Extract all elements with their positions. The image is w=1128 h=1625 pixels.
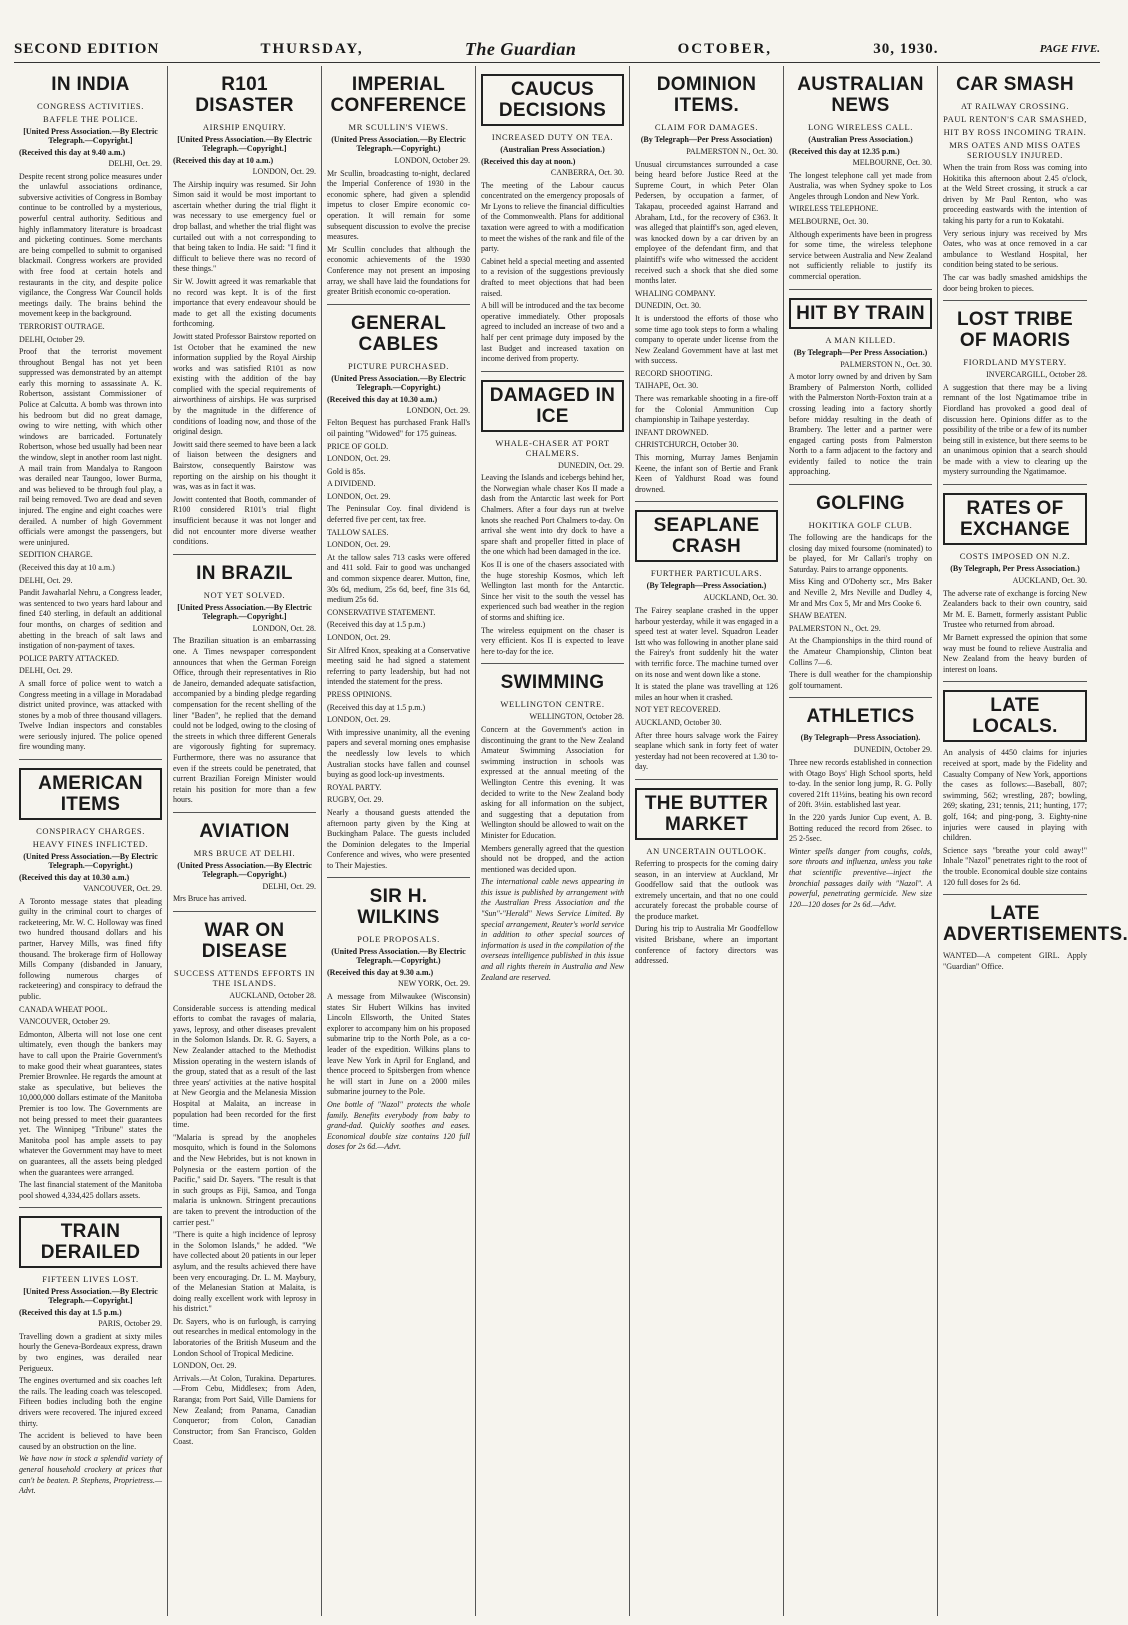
article-paragraph: After three hours salvage work the Fairey seaplane which sank in forty feet of water yesterday had not been recovered at 1.30 to-day. [635, 730, 778, 772]
article-headline: AUSTRALIAN NEWS [797, 74, 924, 116]
article-paragraph: (Received this day at 10 a.m.) [19, 562, 115, 572]
article-divider [635, 779, 778, 780]
article-paragraph: SEDITION CHARGE. [19, 550, 93, 560]
article-headline: DAMAGED IN ICE [481, 380, 624, 432]
article-paragraph: DELHI, Oct. 29. [19, 575, 73, 585]
article-subhead: PICTURE PURCHASED. [347, 360, 449, 371]
article-subhead: MR SCULLIN'S VIEWS. [348, 122, 449, 132]
article-paragraph: "Malaria is spread by the anopheles mosquito, which is found in the Solomons and the New Hebrides, but is not known in Polynesia or the eastern portion of the Pacific," said Dr. Sayers. "The result is that in such groups as Fiji, Samoa, and Tonga malaria is unknown. Stringent precautions are taken to prevent the introduction of the carrier pest." [173, 1132, 316, 1227]
article-paragraph: The wireless equipment on the chaser is very efficient. Kos II is expected to leave here to-day for the ice. [481, 625, 624, 656]
article-subhead: CONGRESS ACTIVITIES. [37, 101, 144, 111]
article-paragraph: Three new records established in connection with Otago Boys' High School sports, held to-day. In the senior long jump, R. G. Polly covered 21ft 11½ins, beating his own record of 20ft. 3½in. established last year. [789, 757, 932, 810]
article-subhead: FIORDLAND MYSTERY. [963, 357, 1067, 368]
news-article [789, 74, 932, 283]
news-column [168, 66, 322, 1616]
wire-credit: (By Telegraph—Press Association). [800, 733, 921, 743]
wire-credit: (Australian Press Association.) [808, 135, 913, 144]
article-headline: SIR H. WILKINS [357, 886, 440, 929]
article-divider [789, 697, 932, 698]
article-paragraph: Arrivals.—At Colon, Turakina. Departures.—From Cebu, Middlesex; from Aden, Raranga; from Port Said, Ville Damiens for New Zealand; from Panama, Canadian Conqueror; from Colon, Canadian Constructor; from San Francisco, Golden Coast. [173, 1373, 316, 1447]
article-subhead: LONG WIRELESS CALL. [808, 122, 913, 132]
wire-credit: [United Press Association.—By Electric Telegraph.—Copyright.] [177, 135, 312, 153]
article-headline: THE BUTTER MARKET [635, 788, 778, 840]
article-headline: RATES OF EXCHANGE [943, 493, 1087, 545]
wire-credit: (By Telegraph—Per Press Association.) [793, 347, 928, 357]
article-headline: GENERAL CABLES [351, 312, 446, 355]
article-divider [481, 663, 624, 664]
wire-credit: (United Press Association.—By Electric Telegraph.—Copyright.) [331, 135, 466, 153]
article-paragraph: LONDON, Oct. 29. [327, 540, 391, 550]
article-headline: LOST TRIBE OF MAORIS [957, 309, 1073, 352]
dateline: MELBOURNE, Oct. 30. [852, 158, 932, 167]
article-paragraph: A small force of police went to watch a Congress meeting in a village in Moradabad district united province, was attacked with stones by a mob of three thousand villagers. Twelve Indian inspectors and constables were seriously injured. The police opened fire wounding many. [19, 678, 162, 752]
article-paragraph: Members generally agreed that the question should not be dropped, and the action mentioned was decided upon. [481, 843, 624, 874]
article-paragraph: AUCKLAND, October 30. [635, 717, 722, 727]
received-time: (Received this day at 10 a.m.) [173, 156, 274, 165]
article-paragraph: TALLOW SALES. [327, 527, 389, 537]
article-subhead: COSTS IMPOSED ON N.Z. [959, 551, 1071, 562]
article-paragraph: Mr Scullin concludes that although the economic achievements of the 1930 Conference may not present an imposing array, we shall have laid the foundations for greater British economic co-operation. [327, 244, 470, 297]
article-paragraph: A suggestion that there may be a living remnant of the lost Ngatimamoe tribe in Fiordland has provoked a good deal of discussion here. Opinions differ as to the possibility of the tribe or a few of its number being still in existence, but there seems to be an unanimous opinion that a search should be made with a view to clearing up the mystery surrounding the Ngatimamoe. [943, 382, 1087, 477]
news-article [481, 74, 624, 365]
news-article [789, 484, 932, 691]
article-paragraph: WIRELESS TELEPHONE. [789, 204, 879, 214]
article-subhead: PAUL RENTON'S CAR SMASHED, [943, 114, 1087, 124]
article-divider [481, 371, 624, 372]
news-article [635, 501, 778, 773]
article-paragraph: Jowitt contented that Booth, commander of R100 considered R101's trial flight insufficient because it was not longer and did not encounter more diverse weather conditions. [173, 494, 316, 547]
article-paragraph: Edmonton, Alberta will not lose one cent ultimately, even though the bankers may have to call upon the Prairie Government's to make good their wheat guarantees, states Premier Brownlee. He regards the amount at stake as speculative, but believes the 10,000,000 dollars estimate of the Manitoba Premier is too low. The Governments are not being pressed to meet their guarantees yet. The Winnipeg "Tribune" states the Manitoba pool has ample assets to pay whatever the Government may have to meet on guarantees, all the assets being pledged when the guarantees were arranged. [19, 1029, 162, 1177]
article-paragraph: MELBOURNE, Oct. 30. [789, 216, 869, 226]
article-paragraph: DUNEDIN, Oct. 30. [635, 301, 701, 311]
article-divider [19, 1207, 162, 1208]
article-paragraph: The accident is believed to have been caused by an obstruction on the line. [19, 1431, 162, 1451]
article-subhead: AIRSHIP ENQUIRY. [202, 122, 287, 132]
article-headline: AMERICAN ITEMS [19, 768, 162, 820]
article-paragraph: Science says "breathe your cold away!" Inhale "Nazol" penetrates right to the root of the trouble. Economical double size contains 120 full doses for 2s 6d. [943, 845, 1087, 887]
date-year-label: 30, 1930. [873, 40, 939, 57]
article-divider [173, 812, 316, 813]
received-time: (Received this day at 9.30 a.m.) [327, 968, 434, 978]
advertisement: The international cable news appearing in this issue is published by arrangement with the Australian Press Association and the "Sun"-"Herald" News Service Limited. By special arrangement, Reuter's world service in addition to other special sources of information is used in the compilation of the overseas intelligence published in this issue and all rights therein in Australia and New Zealand are reserved. [481, 877, 624, 982]
article-paragraph: The Fairey seaplane crashed in the upper harbour yesterday, while it was engaged in a speed test at water level. Squadron Leader Istt who was following in another plane said the Fairey's front suddenly hit the water with terrific force. The machine turned over on its nose and went down like a stone. [635, 606, 778, 679]
article-divider [635, 501, 778, 502]
news-article [19, 1207, 162, 1497]
article-paragraph: Although experiments have been in progress for some time, the wireless telephone service between Australia and New Zealand not sufficiently reliable to justify its commercial operation. [789, 229, 932, 281]
article-paragraph: Pandit Jawaharlal Nehru, a Congress leader, was sentenced to two years hard labour and fined £40 sterling, in default an additional four months, on charges of sedition and abetting in the breach of salt laws and instigation of non-payment of taxes. [19, 588, 162, 651]
edition-label: SECOND EDITION [14, 40, 160, 57]
article-divider [943, 300, 1087, 301]
article-paragraph: CANADA WHEAT POOL. [19, 1004, 108, 1014]
month-label: OCTOBER, [677, 40, 773, 57]
news-column [14, 66, 168, 1616]
wire-credit: (By Telegraph—Per Press Association) [640, 135, 773, 144]
article-headline: DOMINION ITEMS. [656, 74, 757, 116]
wire-credit: [United Press Association.—By Electric Telegraph.—Copyright.] [23, 127, 158, 145]
article-paragraph: SHAW BEATEN. [789, 611, 847, 621]
day-label: THURSDAY, [260, 40, 364, 57]
news-article [173, 74, 316, 548]
news-column [322, 66, 476, 1616]
article-paragraph: An analysis of 4450 claims for injuries received at sport, made by the Fidelity and Casualty Company of New York, apportions the cases as follows:—Baseball, 807; swimming, 562; wrestling, 287; bowling, 269; skating, 231; tennis, 211; hunting, 177; golf, 164; and ping-pong, 3. Eighty-nine injuries were caused in playing with children. [943, 748, 1087, 843]
advertisement: Winter spells danger from coughs, colds, sore throats and influenza, unless you take that scientific preventive—inject the bronchial passages daily with "Nazol". A powerful, penetrating germicide. New size 120—120 doses for 2s 6d.—Advt. [789, 846, 932, 909]
article-paragraph: At the Championships in the third round of the Amateur Championship, Clinton beat Collins 7—6. [789, 636, 932, 667]
article-paragraph: The adverse rate of exchange is forcing New Zealanders back to their own country, said Mr M. E. Barnett, formerly assistant Public Trustee who returned from abroad. [943, 588, 1087, 630]
article-headline: GOLFING [816, 493, 905, 515]
article-divider [327, 877, 470, 878]
article-paragraph: A bill will be introduced and the tax become operative immediately. Other proposals agreed to included an increase of two and a half per cent primage duty imposed by the last Budget and increased taxation on income derived from property. [481, 301, 624, 364]
article-paragraph: INFANT DROWNED. [635, 427, 709, 437]
article-paragraph: LONDON, Oct. 29. [327, 633, 391, 642]
article-paragraph: Unusual circumstances surrounded a case being heard before Justice Reed at the Supreme Court, in which Peter Olan Pedersen, by occupation a farmer, of Takapau, proceeded against Harrand and Abraham, Ltd., for the recovery of £363. It was alleged that plaintiff's son, aged eleven, was knocked down by a car driven by an employee of the defendant firm, and that plaintiff's wife who witnessed the accident received such a shock that she died some months later. [635, 159, 778, 286]
article-paragraph: POLICE PARTY ATTACKED. [19, 653, 119, 663]
page-label: PAGE FIVE. [1039, 43, 1100, 55]
article-subhead: POLE PROPOSALS. [357, 934, 440, 945]
article-subhead: HOKITIKA GOLF CLUB. [808, 520, 913, 531]
article-subhead: WELLINGTON CENTRE. [500, 699, 605, 710]
received-time: (Received this day at 1.5 p.m.) [19, 1308, 122, 1318]
news-article [327, 74, 470, 298]
article-paragraph: Very serious injury was received by Mrs Oates, who was at once removed in a car ambulance to Westland Hospital, her condition being stated to be serious. [943, 228, 1087, 270]
article-divider [173, 911, 316, 912]
news-column [938, 66, 1128, 1616]
news-article [789, 697, 932, 910]
article-paragraph: Kos II is one of the chasers associated with the huge storeship Kosmos, which left Wellington last month for the Antarctic. Since her visit to the south the vessel has experienced such bad weather in the region of storms and shifting ice. [481, 560, 624, 622]
article-paragraph: Gold is 85s. [327, 466, 366, 476]
article-subhead: INCREASED DUTY ON TEA. [491, 132, 614, 142]
dateline: INVERCARGILL, October 28. [986, 370, 1087, 380]
article-divider [943, 894, 1087, 895]
article-paragraph: Nearly a thousand guests attended the afternoon party given by the King at Buckingham Palace. The guests included the Dominion delegates to the Imperial Conference and wives, who were presented to Their Majesties. [327, 807, 470, 870]
dateline: PARIS, October 29. [98, 1319, 162, 1329]
news-article [173, 911, 316, 1448]
article-paragraph: Dr. Sayers, who is on furlough, is carrying out researches in medical entomology in the laboratories of the British Museum and the London School of Tropical Medicine. [173, 1316, 316, 1358]
article-subhead: MRS OATES AND MISS OATES SERIOUSLY INJURED. [949, 140, 1081, 160]
article-paragraph: The longest telephone call yet made from Australia, was when Sydney spoke to Los Angeles through London and New York. [789, 170, 932, 201]
article-divider [789, 484, 932, 485]
article-paragraph: Mr Barnett expressed the opinion that some way must be found to relieve Australia and New Zealand from the heavy burden of interest on loans. [943, 633, 1087, 674]
article-subhead: A MAN KILLED. [825, 334, 896, 345]
dateline: CANBERRA, Oct. 30. [550, 168, 624, 177]
article-paragraph: WHALING COMPANY. [635, 288, 716, 298]
article-subhead: CLAIM FOR DAMAGES. [654, 122, 759, 132]
article-subhead: HEAVY FINES INFLICTED. [32, 839, 149, 850]
article-paragraph: At the tallow sales 713 casks were offered and 411 sold. Fair to good was unchanged and common sixpence dearer. Mutton, fine, 30s 6d, medium, 25s 6d, beef, fine 31s 6d, medium 25s 6d. [327, 552, 470, 605]
article-subhead: FURTHER PARTICULARS. [650, 568, 763, 579]
article-paragraph: The Brazilian situation is an embarrassing one. A Times newspaper correspondent announces that when the German Foreign Office, through their representatives in Rio de Janeiro, demanded adequate satisfaction, accompanied by a binding pledge regarding compensation for the recent shelling of the liner "Baden", he replied that the demand could not be lodged, owing to the closing of the streets in which three different Generals are vigorously fighting for supremacy. Furthermore, there was no assurance that even if the streets could be penetrated, that current Brazilian Foreign Minister would retain his position for more than a few hours. [173, 636, 316, 805]
received-time: (Received this day at 10.30 a.m.) [327, 394, 438, 404]
article-paragraph: Cabinet held a special meeting and assented to a revision of the suggestions previously drafted to meet objections that had been raised. [481, 256, 624, 298]
article-headline: SWIMMING [500, 672, 605, 694]
article-subhead: AT RAILWAY CROSSING. [960, 101, 1070, 111]
article-headline: SEAPLANE CRASH [635, 510, 778, 562]
article-headline: IMPERIAL CONFERENCE [330, 74, 467, 116]
wire-credit: (United Press Association.—By Electric Telegraph.—Copyright.) [331, 947, 466, 966]
article-paragraph: Miss King and O'Doherty scr., Mrs Baker and Neville 2, Mrs Neville and Dudley 4, Mr and Mrs Cox 5, Mr and Mrs Cooke 6. [789, 577, 932, 608]
dateline: LONDON, Oct. 29. [252, 167, 316, 176]
wire-credit: (By Telegraph—Press Association.) [646, 581, 767, 591]
news-column [784, 66, 938, 1616]
article-paragraph: Mrs Bruce has arrived. [173, 894, 247, 904]
wire-credit: (United Press Association.—By Electric Telegraph.—Copyright.) [331, 373, 466, 392]
news-column [476, 66, 630, 1616]
article-headline: WAR ON DISEASE [201, 920, 288, 963]
article-paragraph: Considerable success is attending medical efforts to combat the ravages of malaria, yaws, leprosy, and other diseases prevalent in the Solomon Islands. Dr. R. G. Sayers, a New Zealander attached to the Methodist Mission operating in the western islands of the group, stated that as a result of the last three years' activities at the native hospital at New Georgia and the Melanesia Mission Hospital at Malaita, an increase in population had been recorded for the first time. [173, 1003, 316, 1130]
article-subhead: BAFFLE THE POLICE. [43, 114, 138, 124]
article-paragraph: RUGBY, Oct. 29. [327, 795, 384, 805]
article-paragraph: The Peninsular Coy. final dividend is deferred five per cent, tax free. [327, 504, 470, 525]
article-paragraph: Referring to prospects for the coming dairy season, in an interview at Auckland, Mr Goodfellow said that the outlook was extremely uncertain, and that no one could accurately forecast the probable course of the produce market. [635, 858, 778, 921]
article-paragraph: During his trip to Australia Mr Goodfellow visited Brisbane, where an important conference of factory directors was addressed. [635, 924, 778, 966]
dateline: NEW YORK, Oct. 29. [398, 979, 470, 989]
article-paragraph: There is dull weather for the championship golf tournament. [789, 670, 932, 690]
article-paragraph: Sir Alfred Knox, speaking at a Conservative meeting said he had signed a statement referring to party leadership, but had not intended the statement for the press. [327, 645, 470, 687]
news-article [943, 894, 1128, 972]
advertisement: One bottle of "Nazol" protects the whole family. Benefits everybody from baby to grand-dad. Quickly soothes and eases. Economical double size contains 120 full doses for 2s 6d.—Advt. [327, 1100, 470, 1152]
dateline: DUNEDIN, October 29. [853, 745, 932, 755]
news-article [481, 663, 624, 983]
article-paragraph: PRESS OPINIONS. [327, 689, 392, 699]
news-article [173, 812, 316, 905]
dateline: PALMERSTON N., Oct. 30. [686, 147, 778, 156]
dateline: LONDON, October 29. [394, 156, 470, 165]
wire-credit: (United Press Association.—By Electric Telegraph.—Copyright.) [23, 852, 158, 871]
article-paragraph: A message from Milwaukee (Wisconsin) states Sir Hubert Wilkins has invited Lincoln Ellsworth, the United States explorer to accompany him on his proposed submarine trip to the North Pole, as a co-leader of the expedition. Wilkins plans to leave New York in April for England, and thence proceed to Spitsbergen from whence he will start in June on a 2000 miles submarine journey to the Pole. [327, 992, 470, 1097]
article-paragraph: DELHI, October 29. [19, 334, 85, 344]
article-subhead: AN UNCERTAIN OUTLOOK. [646, 845, 767, 856]
article-divider [943, 681, 1087, 682]
article-paragraph: The last financial statement of the Manitoba pool showed 4,334,425 dollars assets. [19, 1180, 162, 1200]
article-divider [19, 759, 162, 760]
news-article [943, 484, 1087, 675]
article-paragraph: A Toronto message states that pleading guilty in the criminal court to charges of racketeering, Mr. W. C. Holloway was fined two hundred thousand dollars and his partner, Harvey Mills, was fined fifty thousand. The brokerage firm of Holloway Mills Company (disbanded in January, following numerous charges of racketeering) and conspiracy to defraud the public. [19, 896, 162, 1001]
article-subhead: MRS BRUCE AT DELHI. [193, 847, 296, 858]
received-time: (Received this day at 10.30 a.m.) [19, 873, 130, 883]
article-paragraph: (Received this day at 1.5 p.m.) [327, 702, 426, 712]
news-article [327, 304, 470, 872]
wire-credit: (By Telegraph, Per Press Association.) [950, 564, 1080, 574]
article-paragraph: With impressive unanimity, all the evening papers and several morning ones emphasise the needlessly low levels to which Australian stocks have fallen and counsel buying as good lock-up investments. [327, 727, 470, 780]
news-article [481, 371, 624, 658]
article-paragraph: The engines overturned and six coaches left the rails. The leading coach was telescoped. Fifteen bodies including both the engine drivers were recovered. The injured exceed thirty. [19, 1376, 162, 1428]
news-column [630, 66, 784, 1616]
article-divider [327, 304, 470, 305]
dateline: WELLINGTON, October 28. [529, 712, 624, 722]
news-article [327, 877, 470, 1153]
article-paragraph: CONSERVATIVE STATEMENT. [327, 607, 436, 617]
article-subhead: HIT BY ROSS INCOMING TRAIN. [943, 127, 1087, 137]
article-paragraph: NOT YET RECOVERED. [635, 705, 721, 715]
article-paragraph: Felton Bequest has purchased Frank Hall's oil painting "Widowed" for 175 guineas. [327, 418, 470, 438]
article-paragraph: LONDON, Oct. 29. [327, 715, 391, 725]
article-paragraph: (Received this day at 1.5 p.m.) [327, 620, 426, 630]
article-headline: HIT BY TRAIN [789, 298, 932, 329]
article-paragraph: When the train from Ross was coming into Hokitika this afternoon about 2.45 o'clock, at the Weld Street crossing, it struck a car driven by Mr Paul Renton, who was proceeding eastwards with the intention of taking his party for a run to Kokatahi. [943, 163, 1087, 225]
news-article [19, 74, 162, 753]
received-time: (Received this day at 9.40 a.m.) [19, 148, 126, 157]
received-time: (Received this day at 12.35 p.m.) [789, 147, 900, 156]
wire-credit: (Australian Press Association.) [500, 145, 605, 154]
article-paragraph: A motor lorry owned by and driven by Sam Brambery of Palmerston North, collided with the Palmerston North-Foxton train at a crossing leading into a factory shortly before midday resulting in the death of Brambery. The letter and a partner were engaged carting posts from Palmerston North to a farm adjacent to the factory and evidently failed to notice the train approaching. [789, 372, 932, 477]
article-paragraph: Sir W. Jowitt agreed it was remarkable that no record was kept. It is of the first importance that every endeavour should be made to get all the existing documents forthcoming. [173, 276, 316, 329]
news-article [943, 681, 1087, 888]
dateline: LONDON, Oct. 28. [252, 623, 316, 633]
article-paragraph: LONDON, Oct. 29. [327, 454, 391, 464]
article-paragraph: Proof that the terrorist movement throughout Bengal has not yet been suppressed was demonstrated by an attempt early this morning to assassinate A. K. Robertson, assistant Commissioner of Police at Calcutta. A bomb was thrown into his bedroom but did no great damage, owing to wire netting, with which other windows are barricaded. Fortunately Robertson, whose bed usually had been near the window, slept in another room last night. A mail train from Mandalya to Rangoon was derailed near Taungoo, lower Burma, and was believed to be through foul play, a rail being removed. Two are dead and seven injured. The engine and eight coaches were derailed. A number of high Government officials were amongst the passengers, but were uninjured. [19, 347, 162, 547]
dateline: DUNEDIN, Oct. 29. [558, 460, 624, 470]
wire-credit: [United Press Association.—By Electric Telegraph.—Copyright.] [23, 1287, 158, 1306]
dateline: LONDON, Oct. 29. [406, 405, 470, 415]
dateline: VANCOUVER, Oct. 29. [83, 884, 162, 894]
newspaper-columns [14, 66, 1128, 1616]
article-paragraph: The car was badly smashed amidships the door being broken to pieces. [943, 272, 1087, 293]
masthead [14, 36, 1100, 63]
article-paragraph: DELHI, Oct. 29. [19, 666, 73, 676]
article-paragraph: Leaving the Islands and icebergs behind her, the Norwegian whale chaser Kos II made a dash from the Antarctic last week for Port Chalmers. After a four days run at twelve knots she reached Port Chalmers to-day. On arrival she went into dry dock to have a spare shaft and propeller fitted in place of the one which had been damaged in the ice. [481, 473, 624, 557]
news-article [943, 74, 1087, 294]
news-article [943, 300, 1087, 478]
article-subhead: NOT YET SOLVED. [203, 589, 286, 600]
article-paragraph: LONDON, Oct. 29. [173, 1361, 237, 1371]
article-paragraph: Concern at the Government's action in discontinuing the grant to the New Zealand Amateur Swimming Association for swimming instruction in schools was expressed at the annual meeting of the Wellington Centre this evening. It was decided to write to the New Zealand body asking for all information on the subject, and suggesting that a deputation from Wellington should be allowed to wait on the Minister for Education. [481, 724, 624, 840]
article-headline: CAUCUS DECISIONS [481, 74, 624, 126]
article-paragraph: "There is quite a high incidence of leprosy in the Solomon Islands," he added. "We have collected about 20 patients in our leper asylum, and the results achieved there have been very encouraging. Dr. L. M. Maybury, of the Melanesian Station at Malaita, is doing really excellent work with leprosy in his district." [173, 1230, 316, 1314]
article-headline: IN INDIA [51, 74, 130, 95]
dateline: DELHI, Oct. 29. [262, 881, 316, 891]
article-headline: ATHLETICS [806, 706, 915, 728]
article-headline: IN BRAZIL [196, 562, 293, 584]
article-divider [173, 554, 316, 555]
article-paragraph: Jowitt said there seemed to have been a lack of liaison between the designers and Bairstow, consequently Bairstow was reporting on the airship on his thought it was, was as in fact it was. [173, 439, 316, 492]
article-paragraph: PRICE OF GOLD. [327, 441, 389, 451]
article-headline: R101 DISASTER [195, 74, 294, 116]
article-paragraph: LONDON, Oct. 29. [327, 491, 391, 501]
article-paragraph: TAIHAPE, Oct. 30. [635, 381, 699, 391]
article-paragraph: A DIVIDEND. [327, 479, 376, 489]
article-paragraph: It is stated the plane was travelling at 126 miles an hour when it crashed. [635, 682, 778, 702]
article-paragraph: WANTED—A competent GIRL. Apply "Guardian" Office. [943, 951, 1087, 971]
article-paragraph: TERRORIST OUTRAGE. [19, 321, 105, 331]
article-headline: LATE ADVERTISEMENTS. [943, 903, 1128, 946]
news-article [19, 759, 162, 1201]
article-paragraph: Mr Scullin, broadcasting to-night, declared the Imperial Conference of 1930 in the economic sphere, had given a splendid impetus to closer Empire economic co-operation. It will remain for some subsequent discussion to evolve the precise measures. [327, 168, 470, 242]
article-subhead: CONSPIRACY CHARGES. [36, 826, 145, 837]
article-paragraph: PALMERSTON N., Oct. 29. [789, 623, 881, 633]
news-article [173, 554, 316, 806]
news-article [789, 289, 932, 479]
received-time: (Received this day at noon.) [481, 157, 576, 166]
article-paragraph: This morning, Murray James Benjamin Keene, the infant son of Bertie and Frank Keen of Yaldhurst Road was found drowned. [635, 453, 778, 494]
article-paragraph: It is understood the efforts of those who some time ago took steps to form a whaling company to operate under license from the New Zealand Government have at last met with success. [635, 313, 778, 366]
wire-credit: (United Press Association.—By Electric Telegraph.—Copyright.) [177, 860, 312, 879]
news-article [635, 779, 778, 967]
dateline: PALMERSTON N., Oct. 30. [840, 359, 932, 369]
dateline: DELHI, Oct. 29. [108, 159, 162, 168]
article-paragraph: The Airship inquiry was resumed. Sir John Simon said it would be most important to ascertain whether during the trial flight it was necessary to use emergency fuel or drop ballast, and whether the trial flight was curtailed out with a not corresponding to that being taken to India. He said: "I find it difficult to believe there was no record of these things." [173, 179, 316, 274]
newspaper-title: The Guardian [464, 38, 577, 59]
wire-credit: [United Press Association.—By Electric Telegraph.—Copyright.] [177, 602, 312, 621]
article-divider [789, 289, 932, 290]
advertisement: We have now in stock a splendid variety of general household crockery at prices that can't be beaten. P. Stephens, Proprietress.—Advt. [19, 1454, 162, 1496]
dateline: AUCKLAND, Oct. 30. [1012, 576, 1087, 586]
article-paragraph: Travelling down a gradient at sixty miles hourly the Geneva-Bordeaux express, drawn by two engines, was derailed near Perigueux. [19, 1331, 162, 1373]
article-divider [943, 484, 1087, 485]
article-headline: CAR SMASH [956, 74, 1074, 95]
article-paragraph: CHRISTCHURCH, October 30. [635, 440, 739, 450]
article-paragraph: The meeting of the Labour caucus concentrated on the emergency proposals of Mr Lyons to relieve the financial difficulties of the Commonwealth. Plans for additional taxation were agreed to with a modification to meet the wishes of the rank and file of the party. [481, 180, 624, 254]
article-paragraph: Jowitt stated Professor Bairstow reported on 1st October that he examined the new information supplied by the Royal Airship works and was satisfied R101 as now existing with the addition of the bay complied with the special requirements of airworthiness of airships. He was surprised by the magnitude in the difference of conditions of loading now, and those of the original design. [173, 331, 316, 437]
article-paragraph: The following are the handicaps for the closing day mixed foursome (nominated) to be played, for Mr Callari's trophy on Saturday. Pairs to arrange opponents. [789, 533, 932, 574]
article-headline: TRAIN DERAILED [19, 1216, 162, 1268]
news-article [635, 74, 778, 495]
article-paragraph: Despite recent strong police measures under the unlawful associations ordinance, subversive activities of Congress in Bombay continue to be controlled by a mysterious, powerful central authority. Seditious and highly inflammatory literature is broadcast and picketing continues. Some merchants are being compelled to submit to organised blackmail. Congress workers are provided with free food at certain hotels and restaurants in the city, and despite police vigilance, the Congress War Council holds meetings daily. The brains behind the movement keep in the background. [19, 171, 162, 319]
article-subhead: FIFTEEN LIVES LOST. [42, 1274, 139, 1285]
article-headline: LATE LOCALS. [943, 690, 1087, 742]
article-paragraph: There was remarkable shooting in a fire-off for the Colonial Ammunition Cup championship in Taihape yesterday. [635, 394, 778, 425]
dateline: AUCKLAND, Oct. 30. [703, 593, 778, 603]
article-paragraph: In the 220 yards Junior Cup event, A. B. Botting reduced the record from 26sec. to 25 2-5sec. [789, 812, 932, 844]
dateline: AUCKLAND, October 28. [229, 991, 316, 1001]
article-paragraph: VANCOUVER, October 29. [19, 1017, 110, 1027]
article-paragraph: ROYAL PARTY. [327, 782, 382, 792]
article-subhead: WHALE-CHASER AT PORT CHALMERS. [495, 437, 610, 458]
article-subhead: SUCCESS ATTENDS EFFORTS IN THE ISLANDS. [174, 968, 315, 989]
article-paragraph: RECORD SHOOTING. [635, 368, 713, 378]
article-headline: AVIATION [199, 820, 290, 842]
